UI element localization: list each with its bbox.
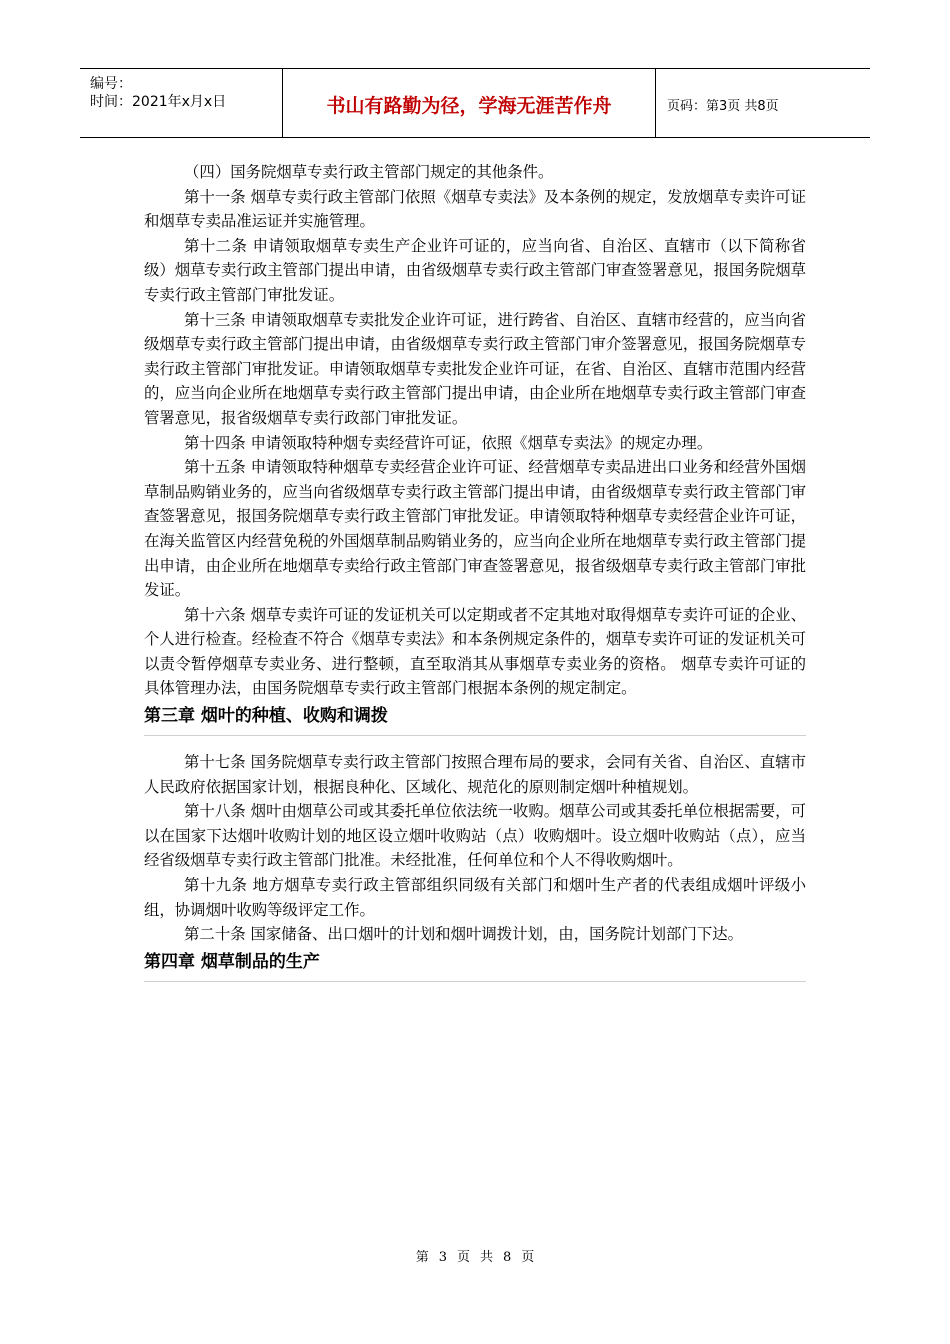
paragraph: 第十四条 申请领取特种烟专卖经营许可证，依照《烟草专卖法》的规定办理。 xyxy=(184,433,713,452)
footer-total-word: 共 xyxy=(480,1250,494,1265)
page-header xyxy=(80,68,870,138)
footer-current-page: 3 xyxy=(438,1250,447,1265)
header-page-cell xyxy=(655,69,870,137)
doc-date-label: 时间：2021年x月x日 xyxy=(90,94,227,110)
header-page-label: 页码：第3页 共8页 xyxy=(667,99,779,114)
paragraph: 第十一条 烟草专卖行政主管部门依照《烟草专卖法》及本条例的规定，发放烟草专卖许可证和烟草专卖品准运证并实施管理。 xyxy=(144,187,806,231)
footer-suffix: 页 xyxy=(521,1250,535,1265)
footer-total-pages: 8 xyxy=(503,1250,512,1265)
footer-prefix: 第 xyxy=(415,1250,429,1265)
page-footer xyxy=(0,1246,950,1265)
paragraph: 第二十条 国家储备、出口烟叶的计划和烟叶调拨计划，由，国务院计划部门下达。 xyxy=(184,925,743,944)
paragraph: 第十七条 国务院烟草专卖行政主管部门按照合理布局的要求，会同有关省、自治区、直辖市人民政府依据国家计划，根据良种化、区域化、规范化的原则制定烟叶种植规划。 xyxy=(144,753,806,796)
header-motto-cell xyxy=(282,69,656,137)
header-motto: 书山有路勤为径，学海无涯苦作舟 xyxy=(326,95,612,117)
chapter-heading: 第四章 烟草制品的生产 xyxy=(144,949,806,982)
paragraph: 第十九条 地方烟草专卖行政主管部组织同级有关部门和烟叶生产者的代表组成烟叶评级小组，协调烟叶收购等级评定工作。 xyxy=(144,876,806,919)
paragraph: 第十六条 烟草专卖许可证的发证机关可以定期或者不定其地对取得烟草专卖许可证的企业、个人进行检查。经检查不符合《烟草专卖法》和本条例规定条件的，烟草专卖许可证的发证机关可以责令暂停烟草专卖业务、进行整顿，直至取消其从事烟草专卖业务的资格。 烟草专卖许可证的具体管理办法，由国务院烟草专卖行政主管部门根据本条例的规定制定。 xyxy=(144,605,806,698)
paragraph: 第十三条 申请领取烟草专卖批发企业许可证，进行跨省、自治区、直辖市经营的，应当向省级烟草专卖行政主管部门提出申请，由省级烟草专卖行政主管部门审介签署意见，报国务院烟草专卖行政主管部门审批发证。申请领取烟草专卖批发企业许可证，在省、自治区、直辖市范围内经营的，应当向企业所在地烟草专卖行政主管部门提出申请，由企业所在地烟草专卖行政主管部门审查管署意见，报省级烟草专卖行政部门审批发证。 xyxy=(144,310,806,427)
document-body xyxy=(144,160,806,982)
paragraph: 第十五条 申请领取特种烟草专卖经营企业许可证、经营烟草专卖品进出口业务和经营外国烟草制品购销业务的，应当向省级烟草专卖行政主管部门提出申请，由省级烟草专卖行政主管部门审查签署意见，报国务院烟草专卖行政主管部门审批发证。申请领取特种烟草专卖经营企业许可证，在海关监管区内经营免税的外国烟草制品购销业务的，应当向企业所在地烟草专卖行政主管部门提出申请，由企业所在地烟草专卖给行政主管部门审查签署意见，报省级烟草专卖行政主管部门审批发证。 xyxy=(144,458,806,600)
chapter-heading: 第三章 烟叶的种植、收购和调拨 xyxy=(144,703,806,736)
paragraph: 第十八条 烟叶由烟草公司或其委托单位依法统一收购。烟草公司或其委托单位根据需要，可以在国家下达烟叶收购计划的地区设立烟叶收购站（点）收购烟叶。设立烟叶收购站（点），应当经省级烟草专卖行政主管部门批准。未经批准，任何单位和个人不得收购烟叶。 xyxy=(144,802,806,870)
paragraph: 第十二条 申请领取烟草专卖生产企业许可证的，应当向省、自治区、直辖市（以下简称省级）烟草专卖行政主管部门提出申请，由省级烟草专卖行政主管部门审查签署意见，报国务院烟草专卖行政主管部门审批发证。 xyxy=(144,236,806,304)
footer-page-word: 页 xyxy=(456,1250,470,1265)
header-meta xyxy=(80,69,282,137)
paragraph: （四）国务院烟草专卖行政主管部门规定的其他条件。 xyxy=(184,163,554,181)
doc-number-label: 编号： xyxy=(90,76,132,92)
